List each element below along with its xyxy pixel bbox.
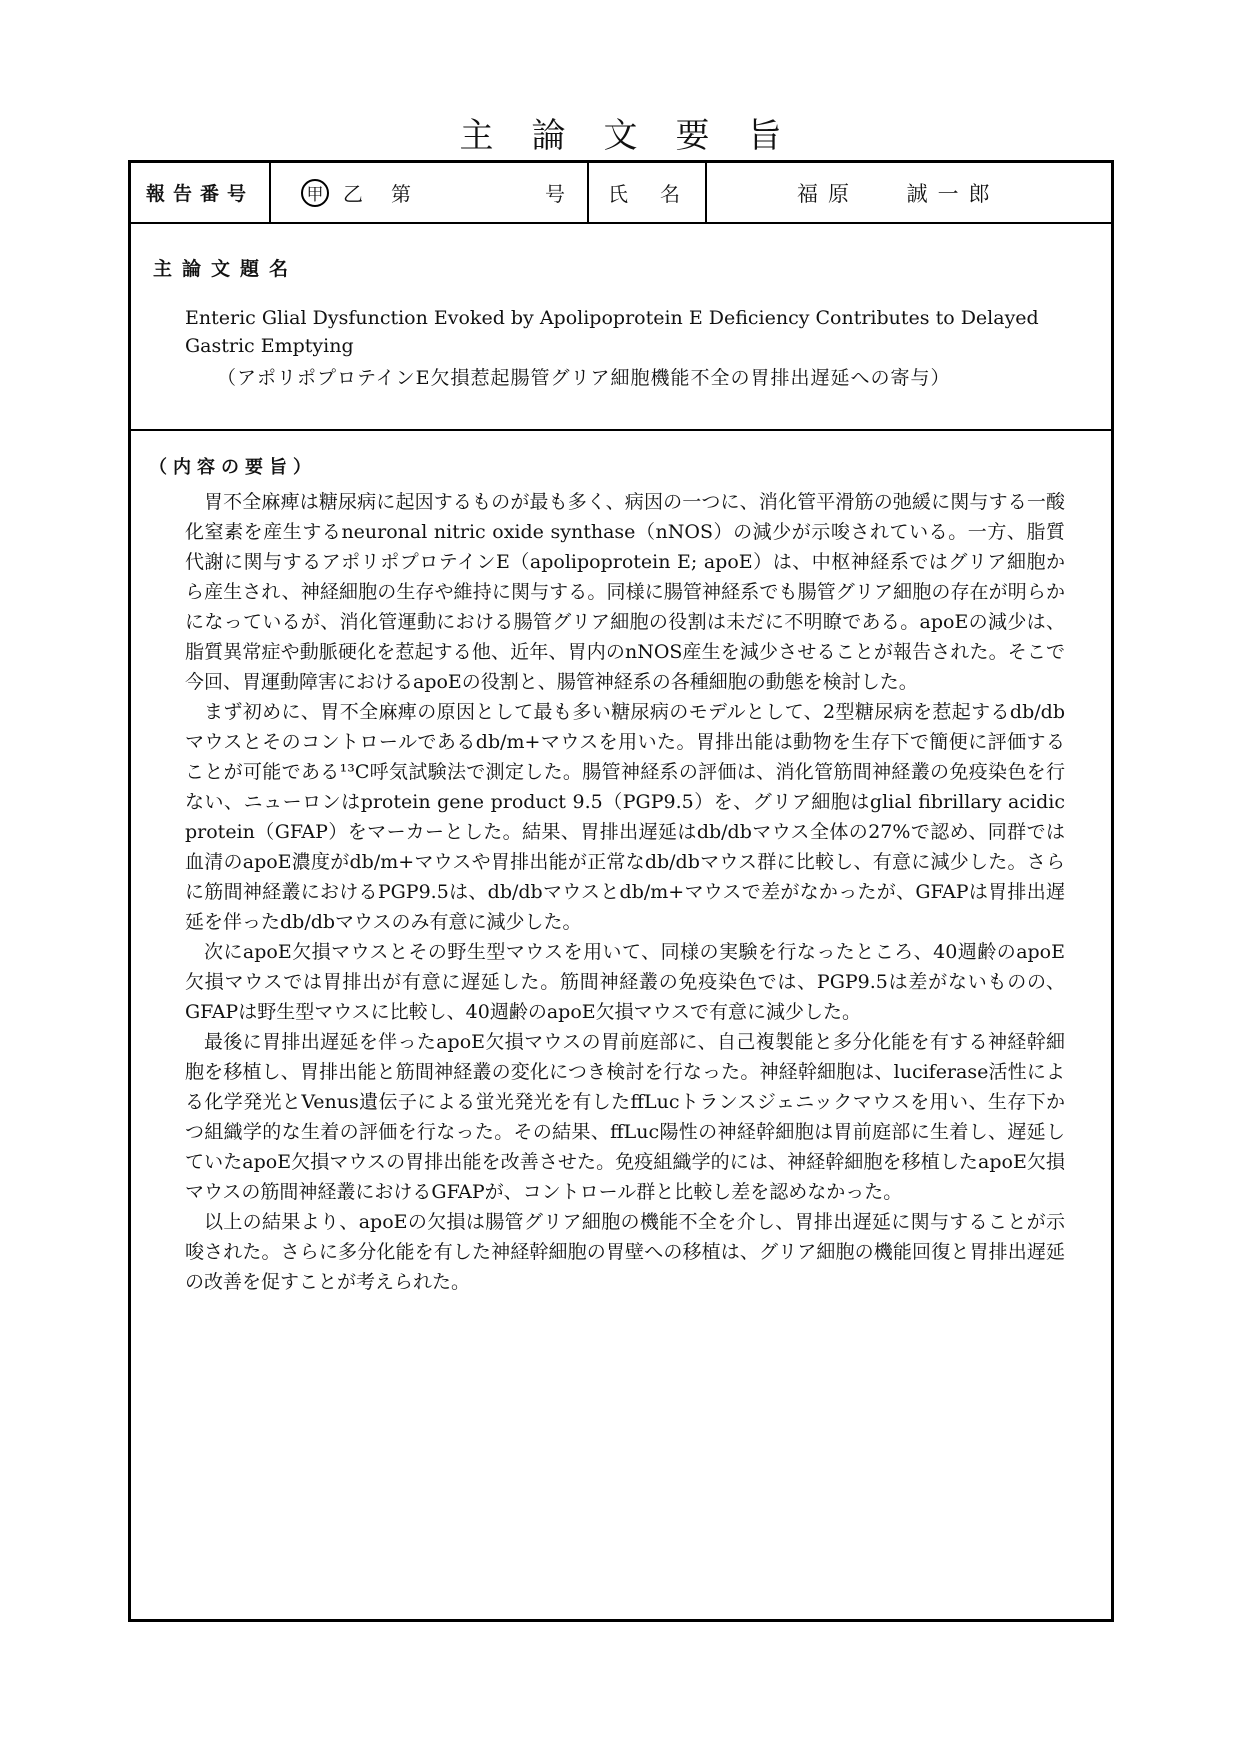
report-no-label-cell	[131, 163, 269, 222]
name-label-cell	[589, 163, 705, 222]
thesis-title-japanese: （アポリポプロテインE欠損惹起腸管グリア細胞機能不全の胃排出遅延への寄与）	[217, 367, 951, 389]
report-no-cell	[271, 163, 587, 222]
summary-paragraph: 胃不全麻痺は糖尿病に起因するものが最も多く、病因の一つに、消化管平滑筋の弛緩に関与する一酸化窒素を産生するneuronal nitric oxide synthase（nNOS）の減少が示唆されている。一方、脂質代謝に関与するアポリポプロテインE（apolipoprotein E; apoE）は、中枢神経系ではグリア細胞から産生され、神経細胞の生存や維持に関与する。同様に腸管神経系でも腸管グリア細胞の存在が明らかになっているが、消化管運動における腸管グリア細胞の役割は未だに不明瞭である。apoEの減少は、脂質異常症や動脈硬化を惹起する他、近年、胃内のnNOS産生を減少させることが報告された。そこで今回、胃運動障害におけるapoEの役割と、腸管神経系の各種細胞の動態を検討した。	[185, 491, 1065, 693]
page-title: 主論文要旨	[459, 116, 820, 156]
form-frame	[128, 160, 1114, 1622]
otsu-text: 乙	[343, 182, 363, 206]
summary-paragraph: 以上の結果より、apoEの欠損は腸管グリア細胞の機能不全を介し、胃排出遅延に関与することが示唆された。さらに多分化能を有した神経幹細胞の胃壁への移植は、グリア細胞の機能回復と胃排出遅延の改善を促すことが考えられた。	[185, 1211, 1065, 1293]
content-summary-label: （内容の要旨）	[149, 457, 317, 478]
summary-paragraph: まず初めに、胃不全麻痺の原因として最も多い糖尿病のモデルとして、2型糖尿病を惹起するdb/dbマウスとそのコントロールであるdb/m+マウスを用いた。胃排出能は動物を生存下で簡便に評価することが可能である¹³C呼気試験法で測定した。腸管神経系の評価は、消化管筋間神経叢の免疫染色を行ない、ニューロンはprotein gene product 9.5（PGP9.5）を、グリア細胞はglial fibrillary acidic protein（GFAP）をマーカーとした。結果、胃排出遅延はdb/dbマウス全体の27%で認め、同群では血清のapoE濃度がdb/m+マウスや胃排出能が正常なdb/dbマウス群に比較し、有意に減少した。さらに筋間神経叢におけるPGP9.5は、db/dbマウスとdb/m+マウスで差がなかったが、GFAPは胃排出遅延を伴ったdb/dbマウスのみ有意に減少した。	[185, 701, 1065, 933]
circled-kou-mark: 甲	[301, 179, 329, 207]
go-text: 号	[545, 182, 565, 206]
name-value-cell	[707, 163, 1111, 222]
header-row	[131, 163, 1111, 224]
name-label: 氏 名	[608, 182, 686, 206]
summary-paragraph: 次にapoE欠損マウスとその野生型マウスを用いて、同様の実験を行なったところ、40週齢のapoE欠損マウスでは胃排出が有意に遅延した。筋間神経叢の免疫染色では、PGP9.5は差がないものの、GFAPは野生型マウスに比較し、40週齢のapoE欠損マウスで有意に減少した。	[185, 941, 1065, 1023]
name-value: 福原 誠一郎	[797, 181, 1000, 206]
summary-paragraph: 最後に胃排出遅延を伴ったapoE欠損マウスの胃前庭部に、自己複製能と多分化能を有する神経幹細胞を移植し、胃排出能と筋間神経叢の変化につき検討を行なった。神経幹細胞は、luciferase活性による化学発光とVenus遺伝子による蛍光発光を有したffLucトランスジェニックマウスを用い、生存下かつ組織学的な生着の評価を行なった。その結果、ffLuc陽性の神経幹細胞は胃前庭部に生着し、遅延していたapoE欠損マウスの胃排出能を改善させた。免疫組織学的には、神経幹細胞を移植したapoE欠損マウスの筋間神経叢におけるGFAPが、コントロール群と比較し差を認めなかった。	[185, 1031, 1065, 1203]
thesis-title-english: Enteric Glial Dysfunction Evoked by Apolipoprotein E Deficiency Contributes to Delayed Gastric Emptying	[185, 307, 1039, 357]
report-no-label: 報告番号	[145, 183, 254, 205]
thesis-title-section	[131, 222, 1111, 431]
thesis-title-label: 主論文題名	[153, 258, 299, 280]
dai-text: 第	[391, 182, 411, 206]
content-summary-body	[185, 487, 1065, 1297]
